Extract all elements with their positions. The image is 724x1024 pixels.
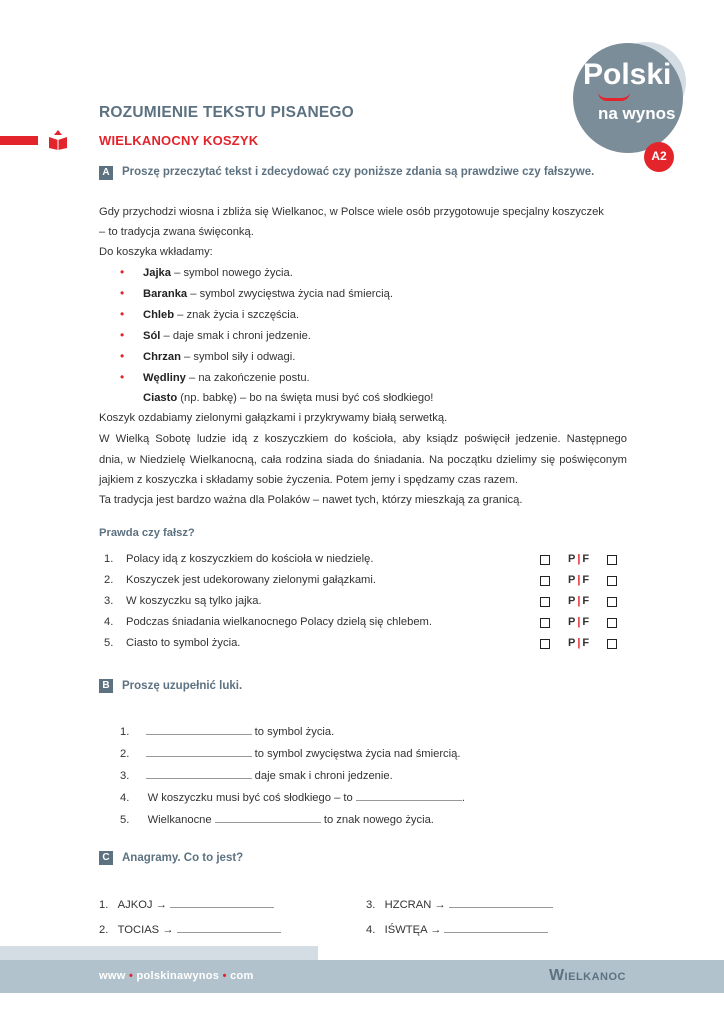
intro-line-1: Gdy przychodzi wiosna i zbliża się Wielkanoc, w Polsce wiele osób przygotowuje specjalny koszyczek [99,206,604,218]
gap-input[interactable] [356,789,462,801]
tf-row [99,637,627,653]
anagram-row: 4. IŚWTĘA → [366,921,548,936]
true-checkbox[interactable] [540,576,550,586]
false-checkbox[interactable] [607,555,617,565]
true-checkbox[interactable] [540,618,550,628]
anagram-input[interactable] [449,896,553,908]
true-checkbox[interactable] [540,639,550,649]
bullet-icon: • [120,286,125,300]
intro-line-2: – to tradycja zwana święconką. [99,226,254,238]
false-checkbox[interactable] [607,597,617,607]
anagram-row: 3. HZCRAN → [366,896,553,911]
tf-statement: Ciasto to symbol życia. [126,637,241,649]
bullet-icon: • [120,265,125,279]
pf-label: P | F [568,574,590,586]
pf-label: P | F [568,637,590,649]
false-checkbox[interactable] [607,576,617,586]
false-checkbox[interactable] [607,639,617,649]
list-item: Chrzan – symbol siły i odwagi. [143,351,296,363]
tf-row [99,574,627,590]
gap-row: 4. W koszyczku musi być coś słodkiego – to . [120,789,465,804]
section-b-instruction: Proszę uzupełnić luki. [122,680,243,692]
gap-number: 2. [120,748,130,760]
gap-number: 1. [120,726,130,738]
level-badge: A2 [651,149,667,163]
bullet-icon: • [120,370,125,384]
list-item: Ciasto (np. babkę) – bo na święta musi być coś słodkiego! [143,392,434,404]
section-a-badge: A [99,166,113,180]
true-checkbox[interactable] [540,555,550,565]
page-subtitle: WIELKANOCNY KOSZYK [99,133,259,148]
para-2c: jajkiem z koszyczka i składamy sobie życzenia. Potem jemy i spędzamy czas razem. [99,474,519,486]
bullet-icon: • [120,307,125,321]
pf-label: P | F [568,553,590,565]
tf-statement: Podczas śniadania wielkanocnego Polacy dzielą się chlebem. [126,616,432,628]
section-c-instruction: Anagramy. Co to jest? [122,852,244,864]
pf-label: P | F [568,595,590,607]
list-item: Sól – daje smak i chroni jedzenie. [143,330,311,342]
tf-statement: Koszyczek jest udekorowany zielonymi gałązkami. [126,574,376,586]
section-a-instruction: Proszę przeczytać tekst i zdecydować czy poniższe zdania są prawdziwe czy fałszywe. [122,166,595,178]
footer-website-link[interactable]: www • polskinawynos • com [99,970,254,982]
anagram-input[interactable] [177,921,281,933]
arrow-icon: → [434,899,446,911]
gap-row: 2. to symbol zwycięstwa życia nad śmiercią. [120,745,460,760]
logo-text-polski: Polski [583,58,672,91]
tf-number: 3. [104,595,114,607]
gap-row: 5. Wielkanocne to znak nowego życia. [120,811,434,826]
tf-number: 5. [104,637,114,649]
book-icon [48,128,68,150]
gap-row: 3. daje smak i chroni jedzenie. [120,767,393,782]
list-item: Wędliny – na zakończenie postu. [143,372,310,384]
gap-number: 3. [120,770,130,782]
list-item: Baranka – symbol zwycięstwa życia nad śmiercią. [143,288,393,300]
list-item: Chleb – znak życia i szczęścia. [143,309,300,321]
para-2a: W Wielką Sobotę ludzie idą z koszyczkiem do kościoła, aby ksiądz poświęcił jedzenie. Następnego [99,433,627,445]
tf-statement: W koszyczku są tylko jajka. [126,595,262,607]
arrow-icon: → [162,924,174,936]
pf-label: P | F [568,616,590,628]
tf-number: 2. [104,574,114,586]
gap-input[interactable] [215,811,321,823]
footer-topic-label: Wielkanoc [548,967,626,984]
tf-number: 4. [104,616,114,628]
tf-row [99,595,627,611]
tf-row [99,553,627,569]
logo-text-na-wynos: na wynos [598,104,676,123]
gap-number: 4. [120,792,130,804]
gap-input[interactable] [146,723,252,735]
arrow-icon: → [430,924,442,936]
footer-accent-strip [0,946,318,960]
anagram-input[interactable] [444,921,548,933]
false-checkbox[interactable] [607,618,617,628]
gap-input[interactable] [146,745,252,757]
logo-red-arc [598,92,630,101]
gap-number: 5. [120,814,130,826]
tf-number: 1. [104,553,114,565]
bullet-icon: • [120,328,125,342]
section-c-badge: C [99,851,113,865]
list-item: Jajka – symbol nowego życia. [143,267,293,279]
true-false-title: Prawda czy fałsz? [99,527,195,539]
bullet-icon: • [120,349,125,363]
page-title: ROZUMIENIE TEKSTU PISANEGO [99,104,354,121]
true-checkbox[interactable] [540,597,550,607]
section-b-badge: B [99,679,113,693]
para-2b: dnia, w Niedzielę Wielkanocną, cała rodzina siada do śniadania. Na początku dzielimy się poświęconym [99,454,627,466]
tf-statement: Polacy idą z koszyczkiem do kościoła w niedzielę. [126,553,374,565]
arrow-icon: → [155,899,167,911]
anagram-row: 2. TOCIAS → [99,921,281,936]
para-1: Koszyk ozdabiamy zielonymi gałązkami i przykrywamy białą serwetką. [99,412,448,424]
anagram-input[interactable] [170,896,274,908]
para-3: Ta tradycja jest bardzo ważna dla Polaków – nawet tych, którzy mieszkają za granicą. [99,494,523,506]
intro-line-3: Do koszyka wkładamy: [99,246,213,258]
title-accent-bar [0,136,38,145]
gap-row: 1. to symbol życia. [120,723,334,738]
gap-input[interactable] [146,767,252,779]
tf-row [99,616,627,632]
anagram-row: 1. AJKOJ → [99,896,274,911]
